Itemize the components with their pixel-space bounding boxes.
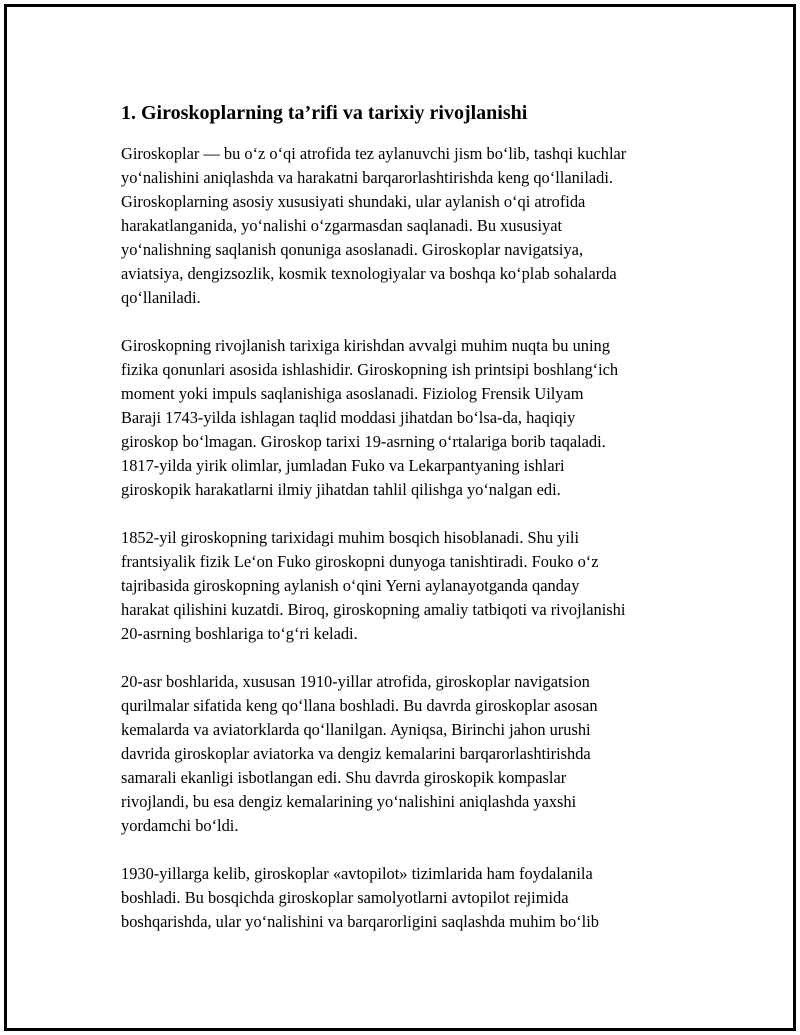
text-line: moment yoki impuls saqlanishiga asoslanadi. Fiziolog Frensik Uilyam — [121, 384, 584, 403]
text-line: boshqarishda, ular yo‘nalishini va barqarorligini saqlashda muhim bo‘lib — [121, 912, 599, 931]
text-line: yo‘nalishning saqlanish qonuniga asoslanadi. Giroskoplar navigatsiya, — [121, 240, 584, 259]
text-line: kemalarda va aviatorklarda qo‘llanilgan. Ayniqsa, Birinchi jahon urushi — [121, 720, 591, 739]
document-body — [121, 101, 701, 958]
text-line: boshladi. Bu bosqichda giroskoplar samolyotlarni avtopilot rejimida — [121, 888, 569, 907]
paragraph-1930s — [121, 862, 701, 934]
text-line: 1817-yilda yirik olimlar, jumladan Fuko va Lekarpantyaning ishlari — [121, 456, 565, 475]
text-line: 1930-yillarga kelib, giroskoplar «avtopilot» tizimlarida ham foydalanila — [121, 864, 593, 883]
paragraph-20th-century — [121, 670, 701, 838]
text-line: 20-asrning boshlariga to‘g‘ri keladi. — [121, 624, 358, 643]
text-line: yordamchi bo‘ldi. — [121, 816, 239, 835]
text-line: giroskop bo‘lmagan. Giroskop tarixi 19-asrning o‘rtalariga borib taqaladi. — [121, 432, 606, 451]
text-line: rivojlandi, bu esa dengiz kemalarining yo‘nalishini aniqlashda yaxshi — [121, 792, 577, 811]
text-line: tajribasida giroskopning aylanish o‘qini Yerni aylanayotganda qanday — [121, 576, 580, 595]
text-line: 20-asr boshlarida, xususan 1910-yillar atrofida, giroskoplar navigatsion — [121, 672, 590, 691]
text-line: Giroskoplar — bu o‘z o‘qi atrofida tez aylanuvchi jism bo‘lib, tashqi kuchlar — [121, 144, 627, 163]
text-line: harakatlanganida, yo‘nalishi o‘zgarmasdan saqlanadi. Bu xususiyat — [121, 216, 563, 235]
text-line: frantsiyalik fizik Le‘on Fuko giroskopni dunyoga tanishtiradi. Fouko o‘z — [121, 552, 599, 571]
section-heading: 1. Giroskoplarning ta’rifi va tarixiy rivojlanishi — [121, 102, 528, 124]
text-line: Giroskoplarning asosiy xususiyati shundaki, ular aylanish o‘qi atrofida — [121, 192, 586, 211]
text-line: aviatsiya, dengizsozlik, kosmik texnologiyalar va boshqa ko‘plab sohalarda — [121, 264, 617, 283]
text-line: qo‘llaniladi. — [121, 288, 201, 307]
text-line: giroskopik harakatlarni ilmiy jihatdan tahlil qilishga yo‘nalgan edi. — [121, 480, 561, 499]
text-line: 1852-yil giroskopning tarixidagi muhim bosqich hisoblanadi. Shu yili — [121, 528, 580, 547]
text-line: qurilmalar sifatida keng qo‘llana boshladi. Bu davrda giroskoplar asosan — [121, 696, 598, 715]
text-line: Baraji 1743-yilda ishlagan taqlid moddasi jihatdan bo‘lsa-da, haqiqiy — [121, 408, 576, 427]
paragraph-early-history — [121, 334, 701, 502]
text-line: samarali ekanligi isbotlangan edi. Shu davrda giroskopik kompaslar — [121, 768, 567, 787]
text-line: Giroskopning rivojlanish tarixiga kirishdan avvalgi muhim nuqta bu uning — [121, 336, 610, 355]
text-line: fizika qonunlari asosida ishlashidir. Giroskopning ish printsipi boshlang‘ich — [121, 360, 619, 379]
paragraph-definition — [121, 142, 701, 310]
paragraph-1852 — [121, 526, 701, 646]
text-line: harakat qilishini kuzatdi. Biroq, giroskopning amaliy tatbiqoti va rivojlanishi — [121, 600, 626, 619]
text-line: yo‘nalishini aniqlashda va harakatni barqarorlashtirishda keng qo‘llaniladi. — [121, 168, 614, 187]
text-line: davrida giroskoplar aviatorka va dengiz kemalarini barqarorlashtirishda — [121, 744, 591, 763]
page-frame — [4, 4, 796, 1031]
